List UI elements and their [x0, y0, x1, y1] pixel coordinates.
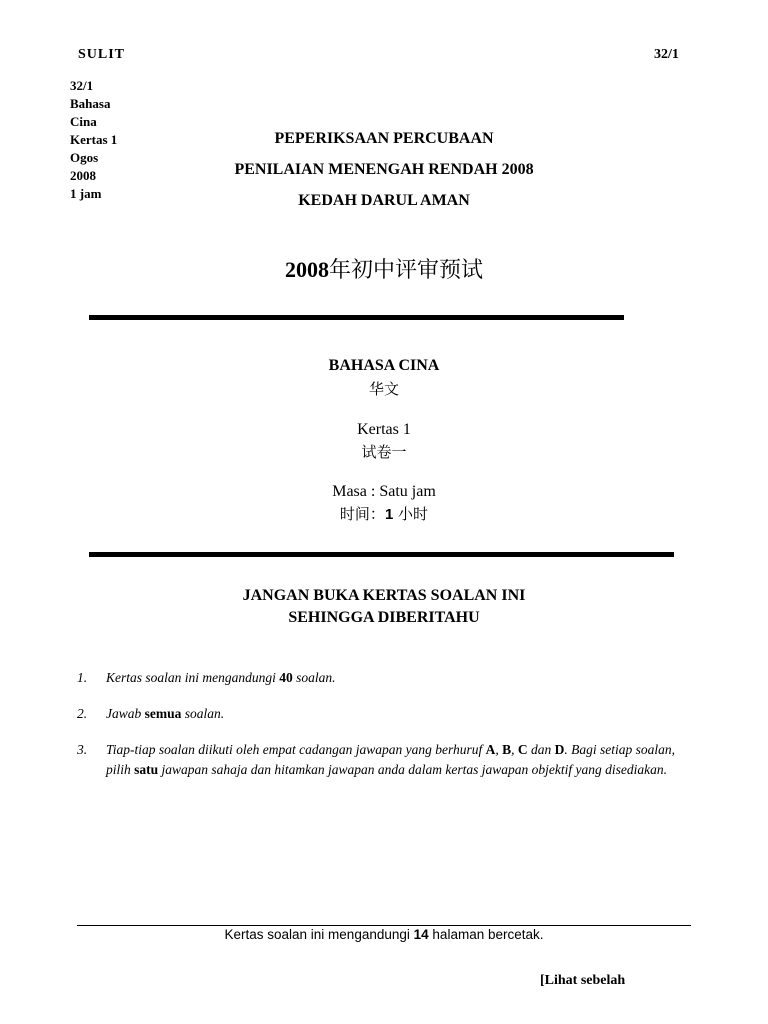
classification-label: SULIT [78, 47, 126, 62]
warning-line-2: SEHINGGA DIBERITAHU [288, 609, 480, 626]
instruction-2: Jawab semua soalan. [106, 706, 225, 721]
time-allowed: Masa : Satu jam [332, 483, 436, 500]
time-cn-prefix: 时间： [339, 505, 385, 523]
side-info-line: 1 jam [70, 186, 102, 201]
side-info-line: Ogos [70, 150, 99, 165]
chinese-title-year: 2008 [284, 257, 329, 282]
side-info-line: 2008 [70, 168, 96, 183]
instruction-3: Tiap-tiap soalan diikuti oleh empat cadangan jawapan yang berhuruf A, B, C dan D. Bagi setiap soalan, pilih satu jawapan sahaja dan hitamkan jawapan anda dalam kertas jawapan objektif yang disediakan. [106, 742, 676, 777]
page-count-footer: Kertas soalan ini mengandungi 14 halaman bercetak. [224, 927, 544, 942]
instruction-number: 3. [77, 742, 88, 757]
side-info-line: Cina [70, 114, 97, 129]
instruction-number: 1. [77, 670, 88, 685]
divider-bottom [89, 552, 674, 557]
paper-number-cn: 试卷一 [361, 443, 407, 461]
chinese-title-text: 年初中评审预试 [328, 258, 483, 283]
warning-line-1: JANGAN BUKA KERTAS SOALAN INI [242, 587, 526, 604]
side-info-line: Kertas 1 [70, 132, 118, 147]
divider-top [89, 315, 624, 320]
time-cn-number: 1 [384, 506, 394, 523]
exam-state: KEDAH DARUL AMAN [298, 192, 470, 209]
side-info-line: 32/1 [70, 78, 94, 93]
paper-code-right: 32/1 [654, 47, 679, 62]
instruction-number: 2. [77, 706, 88, 721]
see-next-page: [Lihat sebelah [540, 973, 626, 988]
time-allowed-cn [0, 503, 768, 524]
exam-subtitle: PENILAIAN MENENGAH RENDAH 2008 [234, 161, 534, 178]
subject-name: BAHASA CINA [328, 357, 440, 374]
instruction-1: Kertas soalan ini mengandungi 40 soalan. [106, 670, 336, 685]
exam-title: PEPERIKSAAN PERCUBAAN [274, 130, 494, 147]
footer-rule [77, 925, 691, 926]
time-cn-suffix: 小时 [393, 505, 429, 523]
chinese-title [0, 253, 768, 284]
paper-number: Kertas 1 [357, 421, 411, 438]
side-info-line: Bahasa [70, 96, 111, 111]
subject-name-cn: 华文 [368, 380, 399, 398]
